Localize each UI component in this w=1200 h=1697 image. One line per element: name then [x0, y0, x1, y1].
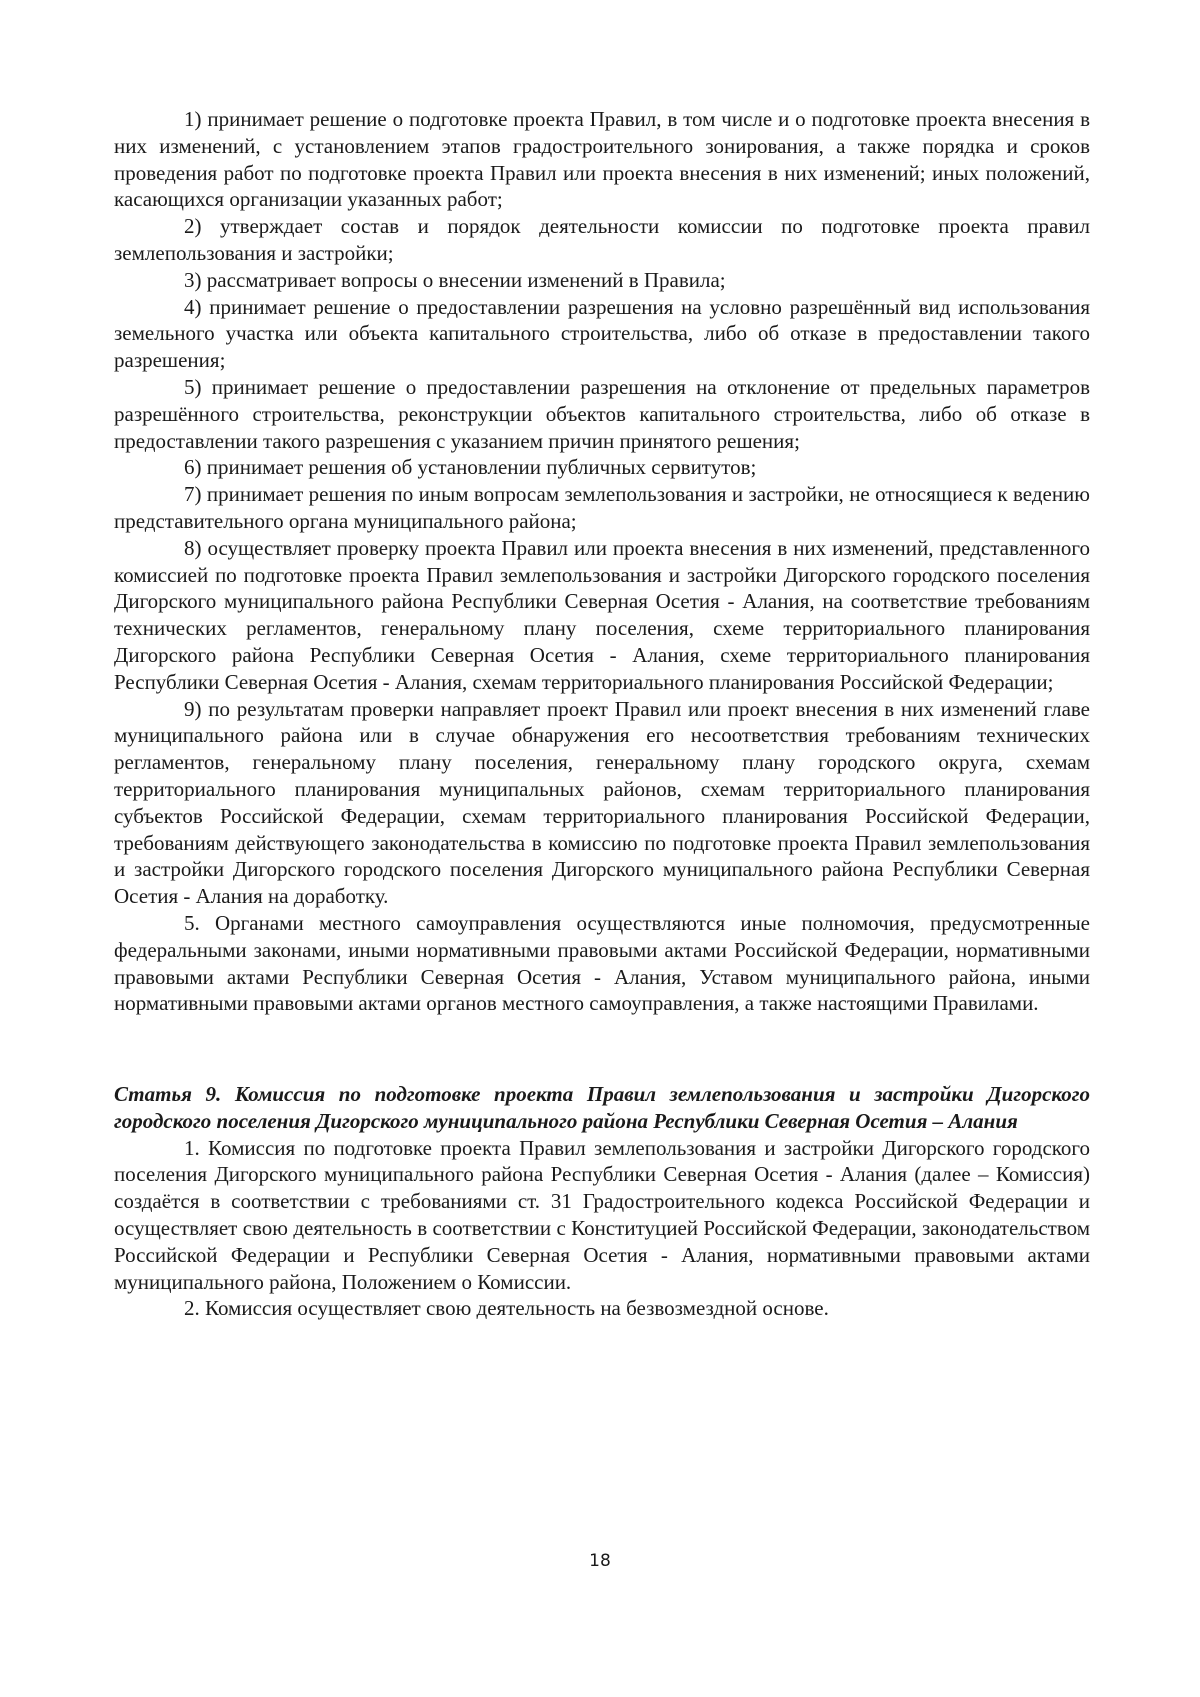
paragraph-item-5: 5) принимает решение о предоставлении разрешения на отклонение от предельных параметров разрешённого строительства, реконструкции объектов капитального строительства, либо об отказе в предоставлении такого разрешения с указанием причин принятого решения;	[114, 374, 1090, 453]
paragraph-item-9: 9) по результатам проверки направляет проект Правил или проект внесения в них изменений главе муниципального района или в случае обнаружения его несоответствия требованиям технических регламентов, генеральному плану поселения, генеральному плану городского округа, схемам территориального планирования муниципальных районов, схемам территориального планирования субъектов Российской Федерации, схемам территориального планирования Российской Федерации, требованиям действующего законодательства в комиссию по подготовке проекта Правил землепользования и застройки Дигорского городского поселения Дигорского муниципального района Республики Северная Осетия - Алания на доработку.	[114, 696, 1090, 909]
paragraph-item-6: 6) принимает решения об установлении публичных сервитутов;	[184, 455, 757, 480]
paragraph-item-1: 1) принимает решение о подготовке проекта Правил, в том числе и о подготовке проекта внесения в них изменений, с установлением этапов градостроительного зонирования, а также порядка и сроков проведения работ по подготовке проекта Правил или проекта внесения в них изменений; иных положений, касающихся организации указанных работ;	[114, 107, 1090, 212]
paragraph-article-2: 2. Комиссия осуществляет свою деятельность на безвозмездной основе.	[184, 1296, 829, 1321]
paragraph-article-1: 1. Комиссия по подготовке проекта Правил землепользования и застройки Дигорского городского поселения Дигорского муниципального района Республики Северная Осетия - Алания (далее – Комиссия) создаётся в соответствии с требованиями ст. 31 Градостроительного кодекса Российской Федерации и осуществляет свою деятельность в соответствии с Конституцией Российской Федерации, законодательством Российской Федерации и Республики Северная Осетия - Алания, нормативными правовыми актами муниципального района, Положением о Комиссии.	[114, 1135, 1090, 1294]
paragraph-item-8: 8) осуществляет проверку проекта Правил или проекта внесения в них изменений, представленного комиссией по подготовке проекта Правил землепользования и застройки Дигорского городского поселения Дигорского муниципального района Республики Северная Осетия - Алания, на соответствие требованиям технических регламентов, генеральному плану поселения, схеме территориального планирования Дигорского района Республики Северная Осетия - Алания, схеме территориального планирования Республики Северная Осетия - Алания, схемам территориального планирования Российской Федерации;	[114, 535, 1090, 694]
paragraph-item-3: 3) рассматривает вопросы о внесении изменений в Правила;	[184, 267, 726, 292]
article-heading: Статья 9. Комиссия по подготовке проекта Правил землепользования и застройки Дигорского городского поселения Дигорского муниципального района Республики Северная Осетия – Алания	[114, 1082, 1090, 1133]
paragraph-item-2: 2) утверждает состав и порядок деятельности комиссии по подготовке проекта правил землепользования и застройки;	[114, 214, 1090, 265]
page-number: 18	[589, 1551, 611, 1571]
paragraph-item-7: 7) принимает решения по иным вопросам землепользования и застройки, не относящиеся к ведению представительного органа муниципального района;	[114, 482, 1090, 533]
paragraph-item-4: 4) принимает решение о предоставлении разрешения на условно разрешённый вид использования земельного участка или объекта капитального строительства, либо об отказе в предоставлении такого разрешения;	[114, 294, 1090, 373]
paragraph-clause-5: 5. Органами местного самоуправления осуществляются иные полномочия, предусмотренные федеральными законами, иными нормативными правовыми актами Российской Федерации, нормативными правовыми актами Республики Северная Осетия - Алания, Уставом муниципального района, иными нормативными правовыми актами органов местного самоуправления, а также настоящими Правилами.	[114, 910, 1090, 1016]
document-page	[114, 106, 1090, 1322]
section-gap	[114, 1017, 1090, 1081]
